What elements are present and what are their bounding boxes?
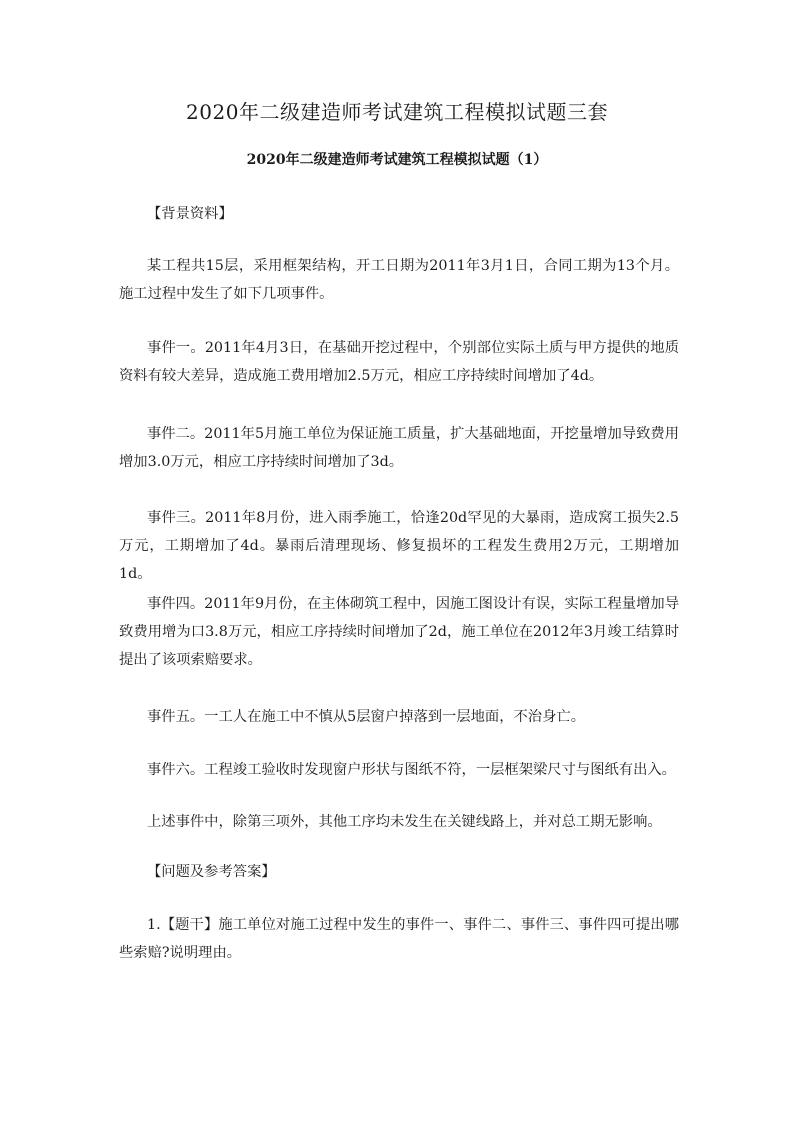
question-1-paragraph: 1.【题干】施工单位对施工过程中发生的事件一、事件二、事件三、事件四可提出哪些索赔?说明理由。 bbox=[119, 917, 679, 961]
event-4-paragraph: 事件四。2011年9月份，在主体砌筑工程中，因施工图设计有误，实际工程量增加导致费用增为口3.8万元，相应工序持续时间增加了2d，施工单位在2012年3月竣工结算时提出了该项索赔要求。 bbox=[119, 596, 679, 668]
qa-heading: 【问题及参考答案】 bbox=[147, 864, 276, 880]
event-5-paragraph: 事件五。一工人在施工中不慎从5层窗户掉落到一层地面，不治身亡。 bbox=[147, 709, 585, 725]
document-title: 2020年二级建造师考试建筑工程模拟试题三套 bbox=[186, 100, 608, 124]
exam-subtitle: 2020年二级建造师考试建筑工程模拟试题（1） bbox=[246, 152, 548, 168]
event-1-paragraph: 事件一。2011年4月3日，在基础开挖过程中，个别部位实际土质与甲方提供的地质资料有较大差异，造成施工费用增加2.5万元，相应工序持续时间增加了4d。 bbox=[119, 340, 679, 384]
summary-paragraph: 上述事件中，除第三项外，其他工序均未发生在关键线路上，并对总工期无影响。 bbox=[147, 814, 662, 830]
background-heading: 【背景资料】 bbox=[147, 206, 233, 222]
project-intro-paragraph: 某工程共15层，采用框架结构，开工日期为2011年3月1日，合同工期为13个月。施工过程中发生了如下几项事件。 bbox=[119, 258, 679, 302]
event-2-paragraph: 事件二。2011年5月施工单位为保证施工质量，扩大基础地面，开挖量增加导致费用增加3.0万元，相应工序持续时间增加了3d。 bbox=[119, 426, 679, 470]
event-6-paragraph: 事件六。工程竣工验收时发现窗户形状与图纸不符，一层框架梁尺寸与图纸有出入。 bbox=[147, 762, 676, 778]
event-3-paragraph: 事件三。2011年8月份，进入雨季施工，恰逢20d罕见的大暴雨，造成窝工损失2.5万元，工期增加了4d。暴雨后清理现场、修复损坏的工程发生费用2万元，工期增加1d。 bbox=[119, 510, 679, 582]
